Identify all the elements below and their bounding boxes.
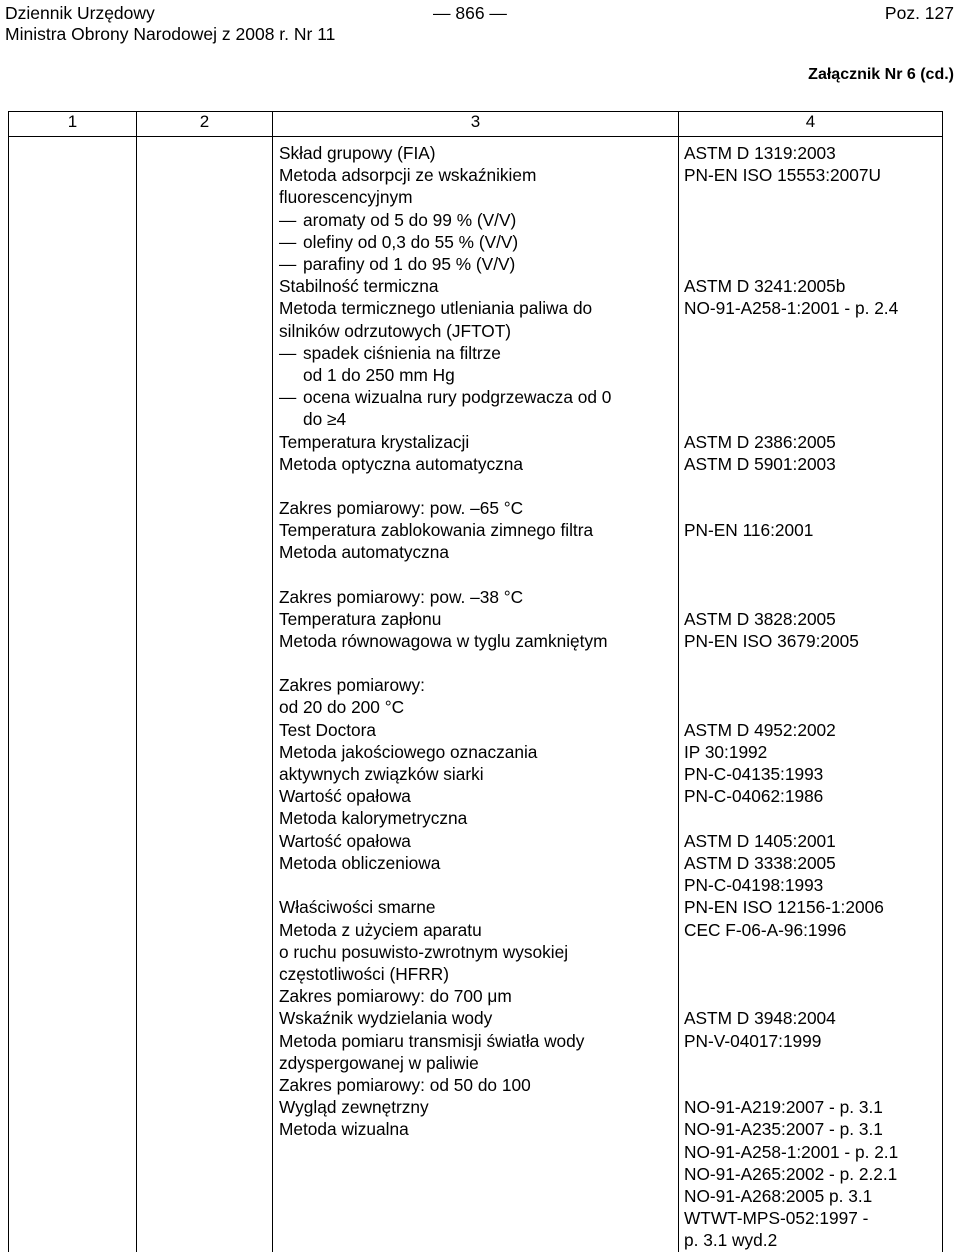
col2-cell bbox=[137, 1096, 273, 1251]
standard-cell bbox=[679, 275, 943, 430]
method-line: Metoda wizualna bbox=[279, 1119, 409, 1140]
standard-line: NO-91-A219:2007 - p. 3.1 bbox=[684, 1097, 883, 1118]
table-row bbox=[9, 275, 943, 430]
method-cell bbox=[273, 896, 679, 1007]
method-line: Zakres pomiarowy: do 700 μm bbox=[279, 986, 512, 1007]
standard-line: p. 3.1 wyd.2 bbox=[684, 1230, 778, 1251]
method-line: do ≥4 bbox=[303, 409, 347, 430]
standard-cell bbox=[679, 431, 943, 520]
method-line: od 1 do 250 mm Hg bbox=[303, 365, 455, 386]
standard-line: ASTM D 1319:2003 bbox=[684, 143, 836, 163]
col2-cell bbox=[137, 608, 273, 719]
col2-cell bbox=[137, 1007, 273, 1096]
method-line: — aromaty od 5 do 99 % (V/V) bbox=[279, 209, 678, 231]
method-line: Właściwości smarne bbox=[279, 897, 436, 918]
method-line: od 20 do 200 °C bbox=[279, 697, 405, 718]
col1-cell bbox=[9, 1007, 137, 1096]
standard-line: ASTM D 3241:2005b bbox=[684, 276, 846, 297]
standard-cell bbox=[679, 1007, 943, 1096]
col2-cell bbox=[137, 830, 273, 897]
annex-label: Załącznik Nr 6 (cd.) bbox=[808, 66, 954, 83]
col2-cell bbox=[137, 275, 273, 430]
method-line: Metoda automatyczna bbox=[279, 542, 450, 563]
table-header-row bbox=[9, 112, 943, 137]
method-line: o ruchu posuwisto-zwrotnym wysokiej bbox=[279, 941, 569, 962]
spacer bbox=[279, 564, 678, 586]
col1-cell bbox=[9, 275, 137, 430]
table-row bbox=[9, 785, 943, 829]
method-line: Metoda z użyciem aparatu bbox=[279, 919, 482, 940]
standard-line: PN-V-04017:1999 bbox=[684, 1030, 822, 1051]
standard-line: NO-91-A258-1:2001 - p. 2.1 bbox=[684, 1141, 899, 1162]
method-line: Wartość opałowa bbox=[279, 830, 411, 851]
table-row bbox=[9, 719, 943, 786]
method-line: Metoda adsorpcji ze wskaźnikiem bbox=[279, 165, 537, 186]
method-line: Temperatura krystalizacji bbox=[279, 431, 470, 452]
method-line: fluorescencyjnym bbox=[279, 187, 413, 208]
method-cell bbox=[273, 608, 679, 719]
method-line: Temperatura zapłonu bbox=[279, 608, 442, 629]
method-line: — olefiny od 0,3 do 55 % (V/V) bbox=[279, 231, 678, 253]
col1-cell bbox=[9, 137, 137, 276]
col1-cell bbox=[9, 1096, 137, 1251]
method-cell bbox=[273, 519, 679, 608]
method-line: — ocena wizualna rury podgrzewacza od 0 bbox=[279, 386, 678, 408]
standard-line: ASTM D 3338:2005 bbox=[684, 852, 836, 873]
method-line: Metoda pomiaru transmisji światła wody bbox=[279, 1030, 585, 1051]
col1-cell bbox=[9, 719, 137, 786]
standard-cell bbox=[679, 830, 943, 897]
col1-cell bbox=[9, 608, 137, 719]
table-row bbox=[9, 896, 943, 1007]
method-line: Metoda jakościowego oznaczania bbox=[279, 741, 538, 762]
method-cell bbox=[273, 1096, 679, 1251]
standard-line: NO-91-A265:2002 - p. 2.2.1 bbox=[684, 1163, 898, 1184]
standard-cell bbox=[679, 785, 943, 829]
standard-cell bbox=[679, 519, 943, 608]
column-header: 3 bbox=[273, 112, 679, 137]
method-cell bbox=[273, 137, 679, 276]
standard-line: ASTM D 2386:2005 bbox=[684, 431, 836, 452]
standard-line: PN-EN 116:2001 bbox=[684, 520, 814, 541]
standard-line: PN-C-04198:1993 bbox=[684, 875, 824, 896]
method-line: Metoda kalorymetryczna bbox=[279, 808, 468, 829]
method-line: Metoda termicznego utleniania paliwa do bbox=[279, 298, 593, 319]
method-line: Wygląd zewnętrzny bbox=[279, 1097, 429, 1118]
standard-line: IP 30:1992 bbox=[684, 741, 768, 762]
method-cell bbox=[273, 719, 679, 786]
standard-line: NO-91-A258-1:2001 - p. 2.4 bbox=[684, 298, 899, 319]
method-line: Zakres pomiarowy: pow. –38 °C bbox=[279, 586, 524, 607]
method-line: Zakres pomiarowy: pow. –65 °C bbox=[279, 498, 524, 519]
table-row bbox=[9, 431, 943, 520]
standard-line: PN-EN ISO 3679:2005 bbox=[684, 631, 859, 652]
standard-line: ASTM D 3828:2005 bbox=[684, 608, 836, 629]
col1-cell bbox=[9, 519, 137, 608]
standard-line: WTWT-MPS-052:1997 - bbox=[684, 1208, 869, 1229]
method-cell bbox=[273, 275, 679, 430]
journal-title: Dziennik Urzędowy bbox=[5, 3, 155, 23]
method-cell bbox=[273, 785, 679, 829]
method-line: Zakres pomiarowy: od 50 do 100 bbox=[279, 1074, 531, 1095]
method-line: Metoda równowagowa w tyglu zamkniętym bbox=[279, 631, 608, 652]
col1-cell bbox=[9, 785, 137, 829]
method-cell bbox=[273, 431, 679, 520]
method-cell bbox=[273, 830, 679, 897]
table-row bbox=[9, 830, 943, 897]
method-line: silników odrzutowych (JFTOT) bbox=[279, 320, 512, 341]
method-line: Wartość opałowa bbox=[279, 786, 411, 807]
standard-line: ASTM D 1405:2001 bbox=[684, 830, 836, 851]
standard-line: NO-91-A268:2005 p. 3.1 bbox=[684, 1185, 873, 1206]
col2-cell bbox=[137, 719, 273, 786]
method-line: częstotliwości (HFRR) bbox=[279, 963, 449, 984]
method-line: Metoda obliczeniowa bbox=[279, 852, 441, 873]
table-row bbox=[9, 1007, 943, 1096]
standard-cell bbox=[679, 608, 943, 719]
col2-cell bbox=[137, 431, 273, 520]
spacer bbox=[279, 652, 678, 674]
method-line: — spadek ciśnienia na filtrze bbox=[279, 342, 678, 364]
method-line: Wskaźnik wydzielania wody bbox=[279, 1008, 493, 1029]
column-header: 2 bbox=[137, 112, 273, 137]
method-line: Metoda optyczna automatyczna bbox=[279, 453, 523, 474]
col1-cell bbox=[9, 830, 137, 897]
standard-line: PN-EN ISO 15553:2007U bbox=[684, 165, 881, 186]
col1-cell bbox=[9, 431, 137, 520]
spacer bbox=[279, 475, 678, 497]
standard-line: PN-C-04062:1986 bbox=[684, 786, 824, 807]
page-number: — 866 — bbox=[433, 3, 507, 23]
table-row bbox=[9, 519, 943, 608]
standard-line: NO-91-A235:2007 - p. 3.1 bbox=[684, 1119, 883, 1140]
col2-cell bbox=[137, 785, 273, 829]
table-body bbox=[9, 137, 943, 1252]
standard-line: ASTM D 3948:2004 bbox=[684, 1008, 836, 1029]
standard-line: ASTM D 4952:2002 bbox=[684, 719, 836, 740]
method-line: Test Doctora bbox=[279, 719, 377, 740]
method-line: Stabilność termiczna bbox=[279, 276, 439, 297]
ministry-title: Ministra Obrony Narodowej z 2008 r. Nr 11 bbox=[5, 24, 336, 44]
standard-cell bbox=[679, 137, 943, 276]
standard-line: PN-EN ISO 12156-1:2006 bbox=[684, 897, 884, 918]
method-line: zdyspergowanej w paliwie bbox=[279, 1052, 479, 1073]
table-row bbox=[9, 608, 943, 719]
method-line: aktywnych związków siarki bbox=[279, 764, 484, 785]
spacer bbox=[279, 874, 678, 896]
method-cell bbox=[273, 1007, 679, 1096]
standard-cell bbox=[679, 896, 943, 1007]
col2-cell bbox=[137, 896, 273, 1007]
standard-cell bbox=[679, 719, 943, 786]
position-number: Poz. 127 bbox=[884, 3, 954, 23]
standard-line: ASTM D 5901:2003 bbox=[684, 453, 836, 474]
col2-cell bbox=[137, 519, 273, 608]
method-line: — parafiny od 1 do 95 % (V/V) bbox=[279, 253, 678, 275]
col2-cell bbox=[137, 137, 273, 276]
standards-table bbox=[8, 111, 943, 1252]
col1-cell bbox=[9, 896, 137, 1007]
table-row bbox=[9, 137, 943, 276]
standard-line: PN-C-04135:1993 bbox=[684, 764, 824, 785]
column-header: 4 bbox=[679, 112, 943, 137]
method-line: Zakres pomiarowy: bbox=[279, 675, 425, 696]
method-line: Temperatura zablokowania zimnego filtra bbox=[279, 520, 594, 541]
standard-cell bbox=[679, 1096, 943, 1251]
method-line: Skład grupowy (FIA) bbox=[279, 143, 436, 163]
standard-line: CEC F-06-A-96:1996 bbox=[684, 919, 847, 940]
column-header: 1 bbox=[9, 112, 137, 137]
table-row bbox=[9, 1096, 943, 1251]
